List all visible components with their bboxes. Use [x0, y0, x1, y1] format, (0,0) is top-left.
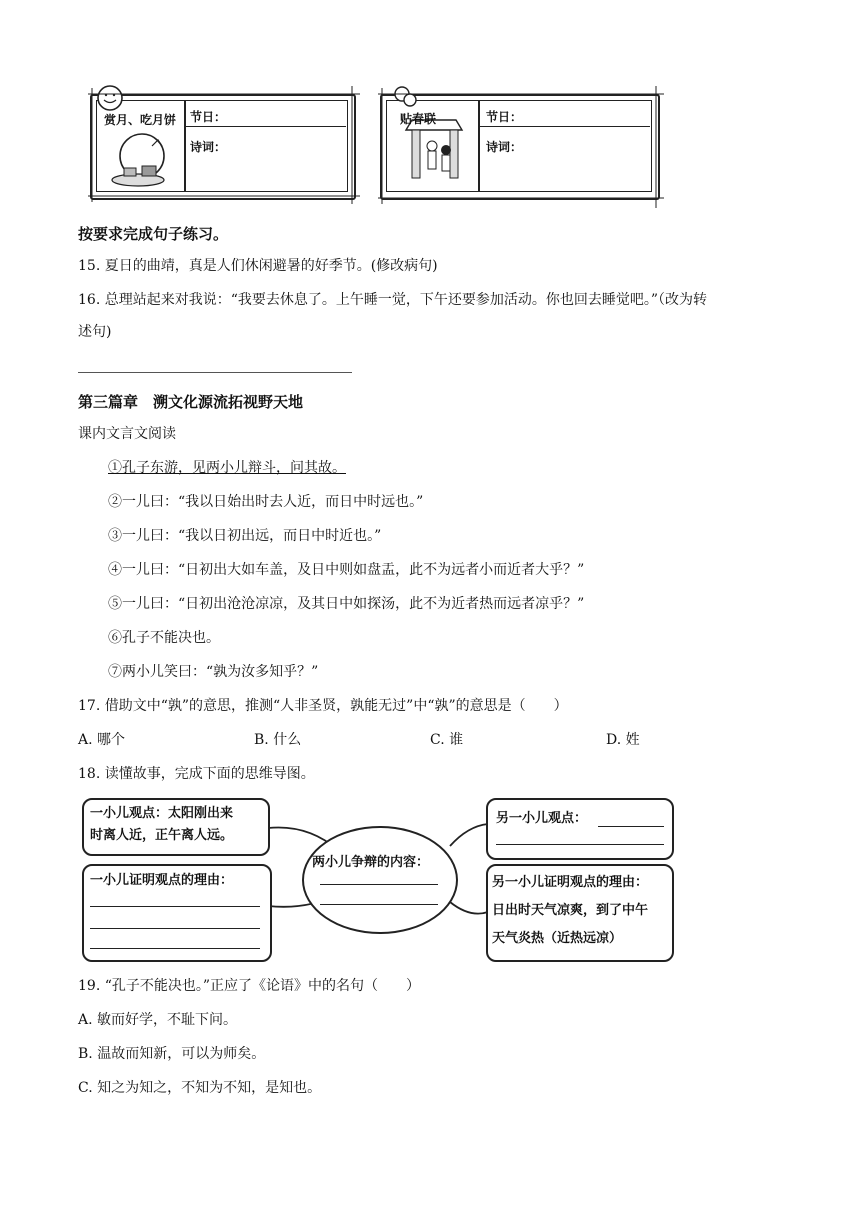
text-line-1: ①孔子东游，见两小儿辩斗，问其故。	[108, 460, 346, 476]
question-16-line1: 16. 总理站起来对我说：“我要去休息了。上午睡一觉，下午还要参加活动。你也回去睡觉吧。”（改为转	[78, 292, 708, 308]
poem-label: 诗词：	[486, 140, 523, 154]
q17-option-b[interactable]: B. 什么	[254, 732, 302, 748]
answer-line	[496, 844, 664, 845]
question-17: 17. 借助文中“孰”的意思，推测“人非圣贤，孰能无过”中“孰”的意思是（ ）	[78, 698, 568, 714]
chapter-subtitle: 课内文言文阅读	[78, 426, 176, 442]
answer-line	[90, 948, 260, 949]
map-center-label: 两小儿争辩的内容：	[312, 855, 430, 870]
text-line-3: ③一儿曰：“我以日初出远，而日中时近也。”	[108, 528, 382, 544]
q19-option-a[interactable]: A. 敏而好学，不耻下问。	[78, 1012, 238, 1028]
map-left-bottom-label: 一小儿证明观点的理由：	[90, 873, 234, 888]
poem-label: 诗词：	[190, 140, 227, 154]
q17-option-a[interactable]: A. 哪个	[78, 732, 126, 748]
answer-line	[90, 906, 260, 907]
map-right-bottom-line1: 另一小儿证明观点的理由：	[492, 875, 649, 890]
answer-line	[90, 928, 260, 929]
question-19: 19. “孔子不能决也。”正应了《论语》中的名句（ ）	[78, 978, 421, 994]
q17-option-c[interactable]: C. 谁	[430, 732, 464, 748]
festival-card-spring	[376, 84, 666, 210]
text-line-2: ②一儿曰：“我以日始出时去人近，而日中时远也。”	[108, 494, 424, 510]
card-caption: 赏月、吃月饼	[104, 113, 177, 127]
question-18: 18. 读懂故事，完成下面的思维导图。	[78, 766, 315, 782]
card-caption: 贴春联	[400, 112, 437, 126]
section-heading: 按要求完成句子练习。	[78, 225, 229, 243]
answer-line	[320, 884, 438, 885]
festival-label: 节日：	[486, 110, 523, 124]
answer-line	[320, 904, 438, 905]
map-right-top-label: 另一小儿观点：	[496, 811, 588, 826]
map-left-top-line1: 一小儿观点：太阳刚出来	[90, 806, 234, 821]
festival-card-mid-autumn	[86, 84, 362, 206]
festival-label: 节日：	[190, 110, 227, 124]
map-left-top-line2: 时离人近，正午离人远。	[90, 828, 234, 843]
text-line-4: ④一儿曰：“日初出大如车盖，及日中则如盘盂，此不为远者小而近者大乎？”	[108, 562, 585, 578]
text-line-7: ⑦两小儿笑曰：“孰为汝多知乎？”	[108, 664, 319, 680]
question-16-line2: 述句)	[78, 324, 112, 340]
map-center-ellipse	[302, 826, 458, 934]
map-right-bottom-line3: 天气炎热（近热远凉）	[492, 931, 623, 946]
answer-line	[598, 826, 664, 827]
text-line-5: ⑤一儿曰：“日初出沧沧凉凉，及其日中如探汤，此不为近者热而远者凉乎？”	[108, 596, 585, 612]
q19-option-c[interactable]: C. 知之为知之，不知为不知，是知也。	[78, 1080, 322, 1096]
q19-option-b[interactable]: B. 温故而知新，可以为师矣。	[78, 1046, 266, 1062]
map-right-bottom-line2: 日出时天气凉爽，到了中午	[492, 903, 649, 918]
chapter-title: 第三篇章 溯文化源流拓视野天地	[78, 393, 304, 411]
mind-map	[78, 794, 674, 964]
divider	[78, 372, 352, 373]
text-line-6: ⑥孔子不能决也。	[108, 630, 220, 646]
q17-option-d[interactable]: D. 姓	[606, 732, 640, 748]
question-15: 15. 夏日的曲靖，真是人们休闲避暑的好季节。(修改病句)	[78, 258, 438, 274]
